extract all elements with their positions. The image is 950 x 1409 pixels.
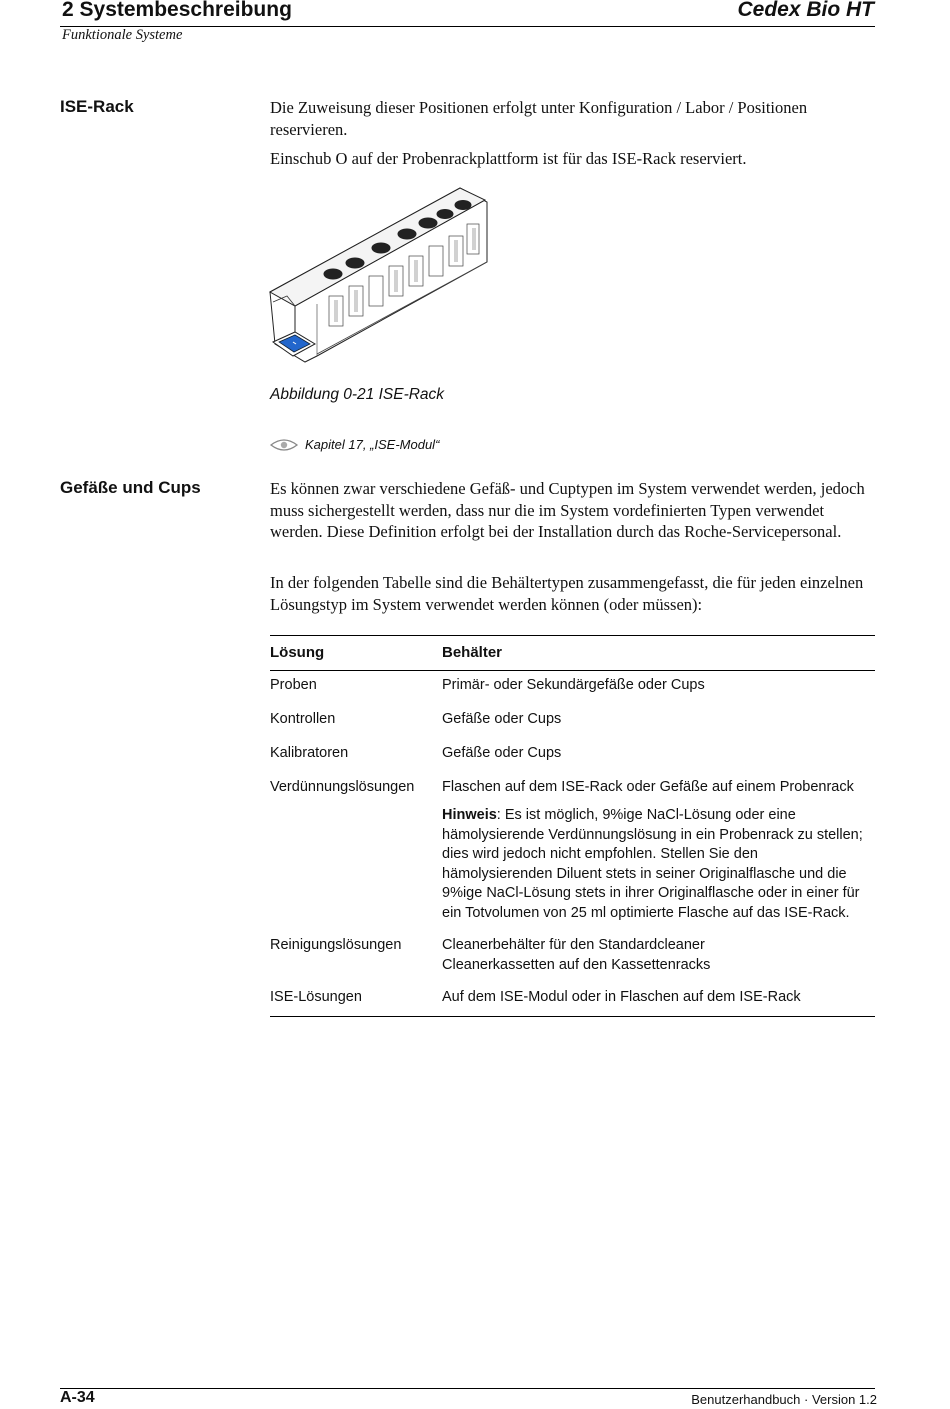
heading-gefaesse-cups: Gefäße und Cups <box>60 478 201 497</box>
cell-container-line-1: Cleanerbehälter für den Standardcleaner <box>442 937 705 953</box>
cups-para-2: In der folgenden Tabelle sind die Behältertypen zusammengefasst, die für jeden einzelnen Lösungstyp im System verwendet werden können (oder müssen): <box>270 573 864 614</box>
cross-reference[interactable] <box>270 437 439 452</box>
table-bottom-rule <box>270 1016 875 1017</box>
page-number: A-34 <box>60 1389 95 1406</box>
table-header <box>270 635 875 671</box>
cell-solution: Reinigungslösungen <box>270 937 402 953</box>
cell-container: Gefäße oder Cups <box>442 711 562 727</box>
cell-container: Auf dem ISE-Modul oder in Flaschen auf dem ISE-Rack <box>442 989 801 1005</box>
product-name: Cedex Bio HT <box>737 0 874 21</box>
cell-container: Flaschen auf dem ISE-Rack oder Gefäße auf einem Probenrack <box>442 779 854 795</box>
ise-para-1: Die Zuweisung dieser Positionen erfolgt unter Konfiguration / Labor / Positionen reservieren. <box>270 98 808 139</box>
container-table <box>270 635 875 1005</box>
footer-divider <box>60 1388 875 1389</box>
cell-container: Primär- oder Sekundärgefäße oder Cups <box>442 677 705 693</box>
heading-ise-rack: ISE-Rack <box>60 97 134 116</box>
note-text: : Es ist möglich, 9%ige NaCl-Lösung oder eine hämolysierende Verdünnungslösung in ein Probenrack zu stellen; dies wird jedoch nicht empfohlen. Stellen Sie den hämolysierenden Diluent stets in seiner Originalflasche und die 9%ige NaCl-Lösung stets in ihrer Originalflasche oder in einer für ein Totvolumen von 25 ml optimierte Flasche auf das ISE-Rack. <box>442 807 863 921</box>
note-label: Hinweis <box>442 807 497 823</box>
cell-container: Gefäße oder Cups <box>442 745 562 761</box>
section-subtitle: Funktionale Systeme <box>62 27 183 43</box>
eye-icon <box>270 438 298 452</box>
cell-solution: ISE-Lösungen <box>270 989 362 1005</box>
cell-solution: Kontrollen <box>270 711 336 727</box>
note-cell <box>442 806 872 923</box>
document-version: Benutzerhandbuch · Version 1.2 <box>691 1392 877 1407</box>
cell-solution: Verdünnungslösungen <box>270 779 415 795</box>
chapter-title: 2 Systembeschreibung <box>62 0 292 21</box>
cell-solution: Kalibratoren <box>270 745 349 761</box>
cross-reference-text: Kapitel 17, „ISE-Modul“ <box>305 437 440 452</box>
cell-solution: Proben <box>270 677 317 693</box>
cell-container <box>442 936 872 975</box>
figure-caption: Abbildung 0-21 ISE-Rack <box>270 386 445 403</box>
cell-container-line-2: Cleanerkassetten auf den Kassettenracks <box>442 956 711 973</box>
cups-para-1: Es können zwar verschiedene Gefäß- und Cuptypen im System verwendet werden, jedoch muss sichergestellt werden, dass nur die im System vordefinierten Typen verwendet werden. Diese Definition erfolgt bei der Installation durch das Roche-Servicepersonal. <box>270 479 865 541</box>
column-header-loesung: Lösung <box>270 644 325 661</box>
ise-rack-figure <box>265 184 505 364</box>
column-header-behaelter: Behälter <box>442 644 503 661</box>
ise-para-2: Einschub O auf der Probenrackplattform ist für das ISE-Rack reserviert. <box>270 149 747 168</box>
